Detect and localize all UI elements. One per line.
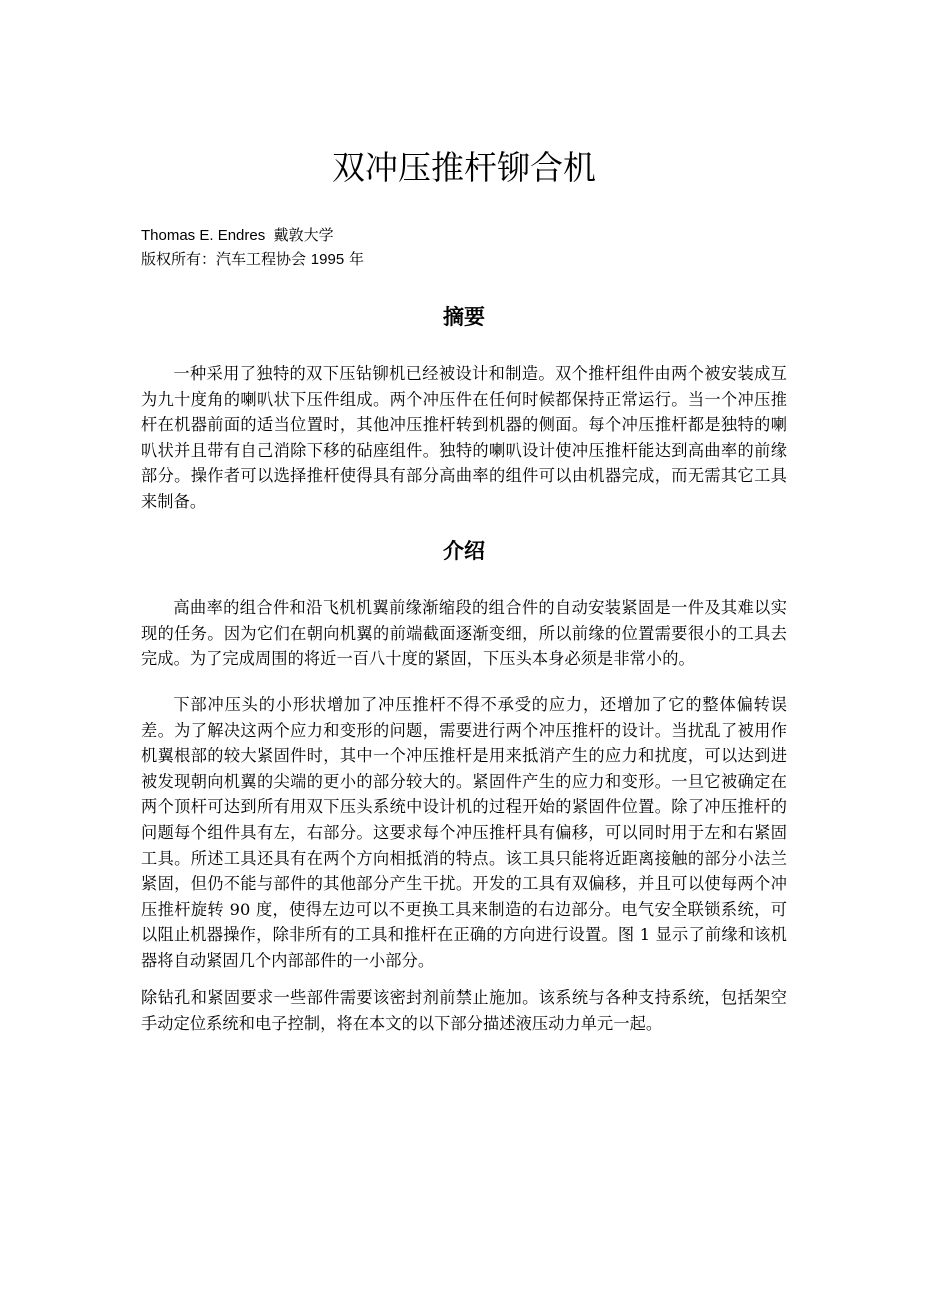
document-title: 双冲压推杆铆合机 — [332, 148, 596, 187]
author-line — [141, 224, 334, 247]
introduction-heading: 介绍 — [443, 539, 485, 563]
copyright-line — [141, 248, 364, 271]
abstract-heading: 摘要 — [443, 305, 485, 329]
author-affiliation: 戴敦大学 — [273, 226, 334, 244]
introduction-paragraph-3: 除钻孔和紧固要求一些部件需要该密封剂前禁止施加。该系统与各种支持系统，包括架空手动定位系统和电子控制，将在本文的以下部分描述液压动力单元一起。 — [141, 988, 787, 1033]
introduction-paragraph-2: 下部冲压头的小形状增加了冲压推杆不得不承受的应力，还增加了它的整体偏转误差。为了解决这两个应力和变形的问题，需要进行两个冲压推杆的设计。当扰乱了被用作机翼根部的较大紧固件时，其中一个冲压推杆是用来抵消产生的应力和扰度，可以达到进被发现朝向机翼的尖端的更小的部分较大的。紧固件产生的应力和变形。一旦它被确定在两个顶杆可达到所有用双下压头系统中设计机的过程开始的紧固件位置。除了冲压推杆的问题每个组件具有左，右部分。这要求每个冲压推杆具有偏移，可以同时用于左和右紧固工具。所述工具还具有在两个方向相抵消的特点。该工具只能将近距离接触的部分小法兰紧固，但仍不能与部件的其他部分产生干扰。开发的工具有双偏移，并且可以使每两个冲压推杆旋转 90 度，使得左边可以不更换工具来制造的右边部分。电气安全联锁系统，可以阻止机器操作，除非所有的工具和推杆在正确的方向进行设置。图 1 显示了前缘和该机器将自动紧固几个内部部件的一小部分。 — [141, 695, 787, 970]
author-name: Thomas E. Endres — [141, 227, 266, 244]
copyright-label: 版权所有：汽车工程协会 — [141, 250, 307, 268]
abstract-paragraph: 一种采用了独特的双下压钻铆机已经被设计和制造。双个推杆组件由两个被安装成互为九十度角的喇叭状下压件组成。两个冲压件在任何时候都保持正常运行。当一个冲压推杆在机器前面的适当位置时，其他冲压推杆转到机器的侧面。每个冲压推杆都是独特的喇叭状并且带有自己消除下移的砧座组件。独特的喇叭设计使冲压推杆能达到高曲率的前缘部分。操作者可以选择推杆使得具有部分高曲率的组件可以由机器完成，而无需其它工具来制备。 — [141, 364, 787, 511]
introduction-paragraph-1: 高曲率的组合件和沿飞机机翼前缘渐缩段的组合件的自动安装紧固是一件及其难以实现的任务。因为它们在朝向机翼的前端截面逐渐变细，所以前缘的位置需要很小的工具去完成。为了完成周围的将近一百八十度的紧固，下压头本身必须是非常小的。 — [141, 598, 787, 669]
copyright-suffix: 年 — [348, 250, 364, 268]
copyright-year: 1995 — [310, 251, 345, 268]
